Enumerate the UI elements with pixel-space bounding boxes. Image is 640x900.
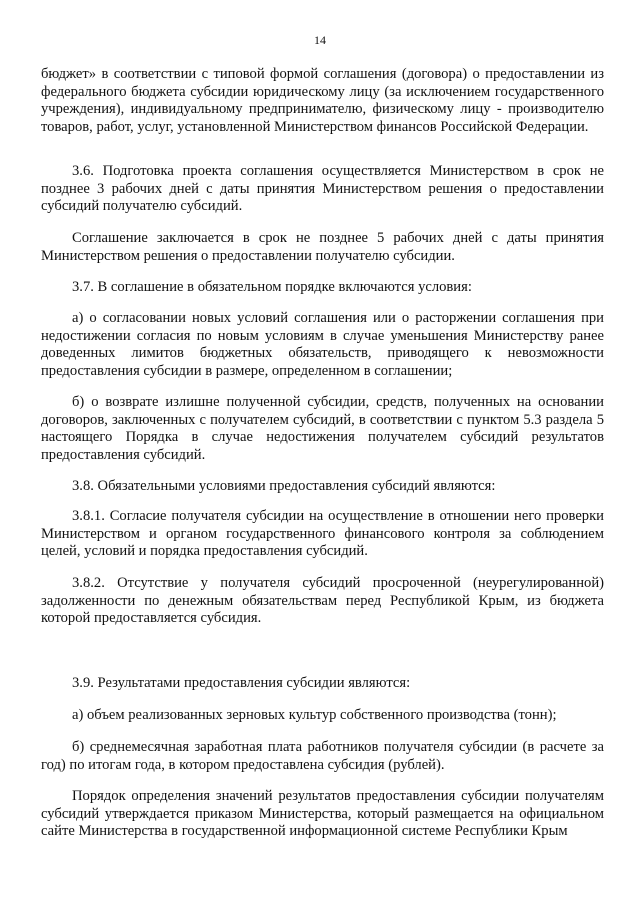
page-number: 14 <box>314 33 326 47</box>
paragraph-results-procedure: Порядок определения значений результатов предоставления субсидии получателям субсидий утверждается приказом Министерства, который размещается на официальном сайте Министерства в государственной информационной системе Республики Крым <box>41 788 604 839</box>
paragraph-3-6: 3.6. Подготовка проекта соглашения осуществляется Министерством в срок не позднее 3 рабочих дней с даты принятия Министерством решения о предоставлении субсидий получателю субсидий. <box>41 163 604 214</box>
paragraph-agreement-term: Соглашение заключается в срок не позднее 5 рабочих дней с даты принятия Министерством решения о предоставлении получателю субсидии. <box>41 230 604 264</box>
paragraph-continuation: бюджет» в соответствии с типовой формой соглашения (договора) о предоставлении из федерального бюджета субсидии юридическому лицу (за исключением государственного учреждения), индивидуальному предпринимателю, физическому лицу - производителю товаров, работ, услуг, установленной Министерством финансов Российской Федерации. <box>41 66 604 135</box>
paragraph-3-7-a: а) о согласовании новых условий соглашения или о расторжении соглашения при недостижении согласия по новым условиям в случае уменьшения Министерству ранее доведенных лимитов бюджетных обязательств, приводящего к невозможности предоставления субсидии в размере, определенном в соглашении; <box>41 310 604 379</box>
paragraph-3-8-2: 3.8.2. Отсутствие у получателя субсидий просроченной (неурегулированной) задолженности по денежным обязательствам перед Республикой Крым, из бюджета которой предоставляется субсидия. <box>41 575 604 626</box>
paragraph-3-9-a: а) объем реализованных зерновых культур собственного производства (тонн); <box>72 707 557 723</box>
paragraph-3-8-1: 3.8.1. Согласие получателя субсидии на осуществление в отношении него проверки Министерством и органом государственного финансового контроля за соблюдением целей, условий и порядка предоставления субсидий. <box>41 508 604 559</box>
paragraph-3-9-b: б) среднемесячная заработная плата работников получателя субсидии (в расчете за год) по итогам года, в котором предоставлена субсидия (рублей). <box>41 739 604 773</box>
paragraph-3-9: 3.9. Результатами предоставления субсидии являются: <box>72 675 411 691</box>
paragraph-3-7-b: б) о возврате излишне полученной субсидии, средств, полученных на основании договоров, заключенных с получателем субсидий, в соответствии с пунктом 5.3 раздела 5 настоящего Порядка в случае недостижения получателем субсидий результатов предоставления субсидий. <box>41 394 604 463</box>
paragraph-3-8: 3.8. Обязательными условиями предоставления субсидий являются: <box>72 478 496 494</box>
paragraph-3-7: 3.7. В соглашение в обязательном порядке включаются условия: <box>72 279 472 295</box>
